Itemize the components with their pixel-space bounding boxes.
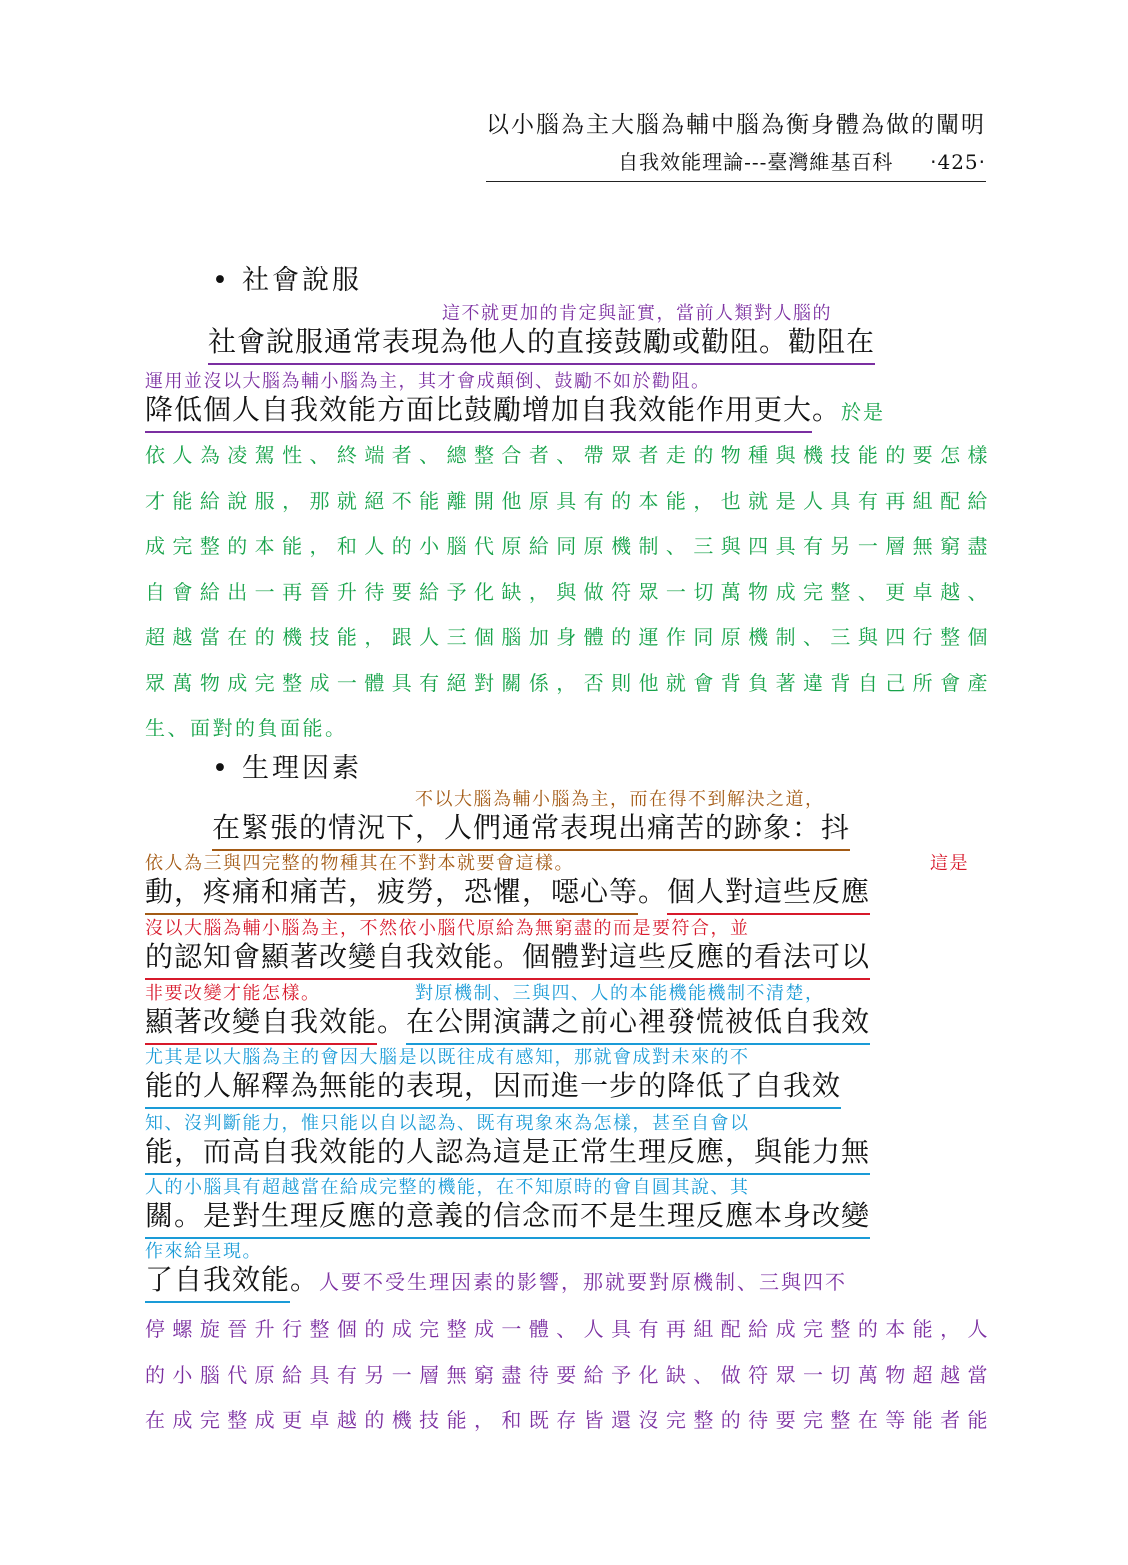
annotation: 作來給呈現。	[145, 1241, 262, 1262]
paragraph-line: 停螺旋晉升行整個的成完整成一體、人具有再組配給成完整的本能，人	[145, 1317, 990, 1341]
underlined-text: 在公開演講之前心裡發慌被低自我效	[406, 1002, 870, 1045]
underlined-text: 降低個人自我效能方面比鼓勵增加自我效能作用更大	[145, 390, 812, 433]
annotation-paragraph	[145, 1307, 990, 1444]
chapter-title: 自我效能理論---臺灣維基百科	[618, 150, 894, 174]
main-text-line	[145, 1260, 847, 1303]
annotation-paragraph	[145, 433, 990, 752]
section-heading-persuasion	[212, 258, 362, 297]
punctuation: 。	[290, 1263, 320, 1296]
underlined-text: 關。是對生理反應的意義的信念而不是生理反應本身改變	[145, 1196, 870, 1239]
punctuation: 。	[638, 875, 668, 908]
annotation: 知、沒判斷能力，惟只能以自以認為、既有現象來為怎樣，甚至自會以	[145, 1113, 750, 1134]
book-title: 以小腦為主大腦為輔中腦為衡身體為做的闡明	[486, 112, 986, 138]
annotation: 尤其是以大腦為主的會因大腦是以既往成有感知，那就會成對未來的不	[145, 1047, 750, 1068]
annotation: 沒以大腦為輔小腦為主，不然依小腦代原給為無窮盡的而是要符合，並	[145, 918, 750, 939]
main-text-line	[145, 1196, 870, 1239]
paragraph-line: 的小腦代原給具有另一層無窮盡待要給予化缺、做符眾一切萬物超越當	[145, 1362, 990, 1387]
annotation: 非要改變才能怎樣。	[145, 983, 321, 1004]
main-text-line	[208, 322, 875, 365]
paragraph-line: 成完整的本能，和人的小腦代原給同原機制、三與四具有另一層無窮盡	[145, 534, 990, 558]
main-text-line	[145, 937, 870, 980]
underlined-text: 的認知會顯著改變自我效能。個體對這些反應的看法可以	[145, 937, 870, 980]
section-heading-text: 社會說服	[242, 265, 362, 296]
main-text-line	[145, 1132, 870, 1175]
section-heading-physiology	[212, 746, 362, 785]
underlined-text: 能的人解釋為無能的表現，因而進一步的降低了自我效	[145, 1066, 841, 1109]
annotation: 這不就更加的肯定與証實，當前人類對人腦的	[442, 303, 832, 324]
annotation: 依人為三與四完整的物種其在不對本就要會這樣。	[145, 853, 574, 874]
underlined-text: 在緊張的情況下，人們通常表現出痛苦的跡象：抖	[212, 808, 850, 851]
underlined-text: 社會說服通常表現為他人的直接鼓勵或勸阻。勸阻在	[208, 322, 875, 365]
paragraph-line: 在成完整成更卓越的機技能，和既存皆還沒完整的待要完整在等能者能	[145, 1408, 990, 1432]
annotation: 運用並沒以大腦為輔小腦為主，其才會成顛倒、鼓勵不如於勸阻。	[145, 371, 711, 392]
page-header	[486, 105, 986, 182]
main-text-line	[212, 808, 850, 851]
section-heading-text: 生理因素	[242, 753, 362, 784]
main-text-line	[145, 872, 870, 915]
underlined-text: 顯著改變自我效能	[145, 1002, 377, 1045]
chapter-title-line	[486, 145, 986, 182]
annotation: 這是	[930, 853, 969, 874]
inline-annotation: 於是	[841, 400, 886, 424]
paragraph-line: 才能給說服，那就絕不能離開他原具有的本能，也就是人具有再組配給	[145, 488, 990, 513]
main-text-line	[145, 1066, 841, 1109]
paragraph-line: 生、面對的負面能。	[145, 716, 348, 740]
annotation: 不以大腦為輔小腦為主，而在得不到解決之道，	[415, 789, 825, 810]
underlined-text: 能，而高自我效能的人認為這是正常生理反應，與能力無	[145, 1132, 870, 1175]
punctuation: 。	[812, 393, 842, 426]
main-text-line	[145, 390, 885, 433]
underlined-text: 了自我效能	[145, 1260, 290, 1303]
underlined-text: 動，疼痛和痛苦，疲勞，恐懼，噁心等	[145, 872, 638, 915]
main-text-line	[145, 1002, 870, 1045]
inline-annotation: 人要不受生理因素的影響，那就要對原機制、三與四不	[319, 1270, 848, 1294]
annotation: 人的小腦具有超越當在給成完整的機能，在不知原時的會自圓其說、其	[145, 1177, 750, 1198]
page-number: ‧425‧	[930, 150, 986, 174]
punctuation: 。	[377, 1005, 407, 1038]
underlined-text: 個人對這些反應	[667, 872, 870, 915]
bullet-icon: •	[212, 753, 231, 784]
paragraph-line: 眾萬物成完整成一體具有絕對關係，否則他就會背負著違背自己所會產	[145, 670, 990, 695]
paragraph-line: 自會給出一再晉升待要給予化缺，與做符眾一切萬物成完整、更卓越、	[145, 579, 990, 604]
paragraph-line: 超越當在的機技能，跟人三個腦加身體的運作同原機制、三與四行整個	[145, 625, 990, 649]
annotation: 對原機制、三與四、人的本能機能機制不清楚，	[415, 983, 825, 1004]
bullet-icon: •	[212, 265, 231, 296]
paragraph-line: 依人為凌駕性、終端者、總整合者、帶眾者走的物種與機技能的要怎樣	[145, 443, 990, 467]
